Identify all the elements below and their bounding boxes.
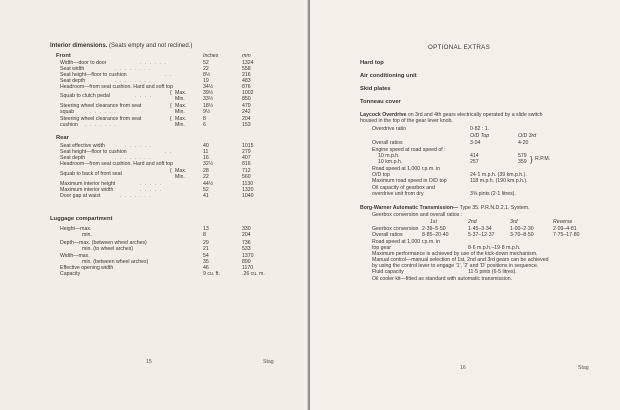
value-mm: 1370 xyxy=(242,253,254,259)
front-row-label: Seat depth xyxy=(60,78,86,84)
col-inches-header: Inches xyxy=(203,53,219,59)
optional-extras-title: OPTIONAL EXTRAS xyxy=(428,44,491,51)
front-row-inches: 8½ xyxy=(203,72,211,78)
col-od-top: O/D Top xyxy=(470,133,490,139)
squab-clutch-label: Squab to clutch pedal xyxy=(60,93,110,99)
min-label: Min. xyxy=(175,174,185,180)
luggage-width-label: Width—max. xyxy=(60,253,90,259)
col-3rd: 3rd xyxy=(510,219,518,225)
value-reverse: 7·75–17·80 xyxy=(553,232,580,238)
rear-heading: Rear xyxy=(56,135,69,141)
rear-row-label: Headroom—from seat cushion. Hard and soft top xyxy=(60,161,174,167)
value-od-3rd: 4·20 xyxy=(518,140,529,146)
value-mm: 470 xyxy=(242,103,251,109)
value-od-top: 257 xyxy=(470,159,479,165)
leader-dots: . . . . . . . . xyxy=(115,66,152,72)
auto-road-label: Road speed at 1,000 r.p.m. in xyxy=(372,239,441,245)
value-od-3rd: 579 xyxy=(518,153,527,159)
brace: { xyxy=(170,90,172,96)
value-inches: 39½ xyxy=(203,90,214,96)
value-mm: 850 xyxy=(242,96,251,102)
rear-row-mm: 1130 xyxy=(242,181,254,187)
value-inches: 46 xyxy=(203,265,209,271)
rear-row-mm: 407 xyxy=(242,155,251,161)
max-speed-value: 118 m.p.h. (190 km.p.h.). xyxy=(470,178,528,184)
leader-dots: . . . . . xyxy=(140,181,162,187)
road-speed-label: Road speed at 1,000 r.p.m. in xyxy=(372,166,441,172)
overdrive-heading: Laycock Overdrive on 3rd and 4th gears electrically operated by a slide switch xyxy=(360,112,543,118)
od-top-value: 24·1 m.p.h. (39 km.p.h.). xyxy=(470,172,527,178)
rear-row-inches: 16 xyxy=(203,155,209,161)
leader-dots: . . . . . . . xyxy=(120,193,152,199)
value-mm: 242 xyxy=(242,109,251,115)
leader-dots: . . . . . . . . xyxy=(115,155,152,161)
extra-item: Air conditioning unit xyxy=(360,73,417,79)
rear-row-mm: 279 xyxy=(242,149,251,155)
value-mm: 712 xyxy=(242,168,251,174)
value-inches: 6 xyxy=(203,122,206,128)
rear-row-mm: 1015 xyxy=(242,143,254,149)
steering-cushion-label: Steering wheel clearance from seat xyxy=(60,116,142,122)
squab-back-label: Squab to back of front seat xyxy=(60,171,123,177)
value-mm: 1002 xyxy=(242,90,254,96)
leader-dots: . . xyxy=(165,72,173,78)
oil-cooler-note: Oil cooler kit—fitted as standard with automatic transmission. xyxy=(372,276,513,282)
rear-row-label: Seat height—floor to cushion xyxy=(60,149,127,155)
value-mm: 330 xyxy=(242,226,251,232)
auto-note: Manual control—manual selection of 1st, 2nd and 3rd gears can be achieved xyxy=(372,257,549,263)
brace: { xyxy=(170,116,172,122)
front-row-mm: 876 xyxy=(242,84,251,90)
rear-row-inches: 52 xyxy=(203,187,209,193)
value-inches: 33½ xyxy=(203,96,214,102)
auto-heading: Borg-Warner Automatic Transmission— Type 35. P.R.N.D.2.1. System. xyxy=(360,205,530,211)
overall-label: Overall ratios xyxy=(372,232,403,238)
value-mm: 204 xyxy=(242,232,251,238)
value-1st: 2·39–5·50 xyxy=(422,226,446,232)
front-row-mm: 558 xyxy=(242,66,251,72)
col-reverse: Reverse xyxy=(553,219,573,225)
value-inches: 8 xyxy=(203,232,206,238)
auto-note: by using the control lever to engage '1', '2' and 'D' positions in sequence. xyxy=(372,263,539,269)
oil-capacity-label: overdrive unit from dry xyxy=(372,191,424,197)
rear-row-label: Maximum interior height xyxy=(60,181,116,187)
value-od-top: 414 xyxy=(470,153,479,159)
col-1st: 1st xyxy=(430,219,437,225)
page-number: 15 xyxy=(146,359,152,365)
rear-row-inches: 32½ xyxy=(203,161,214,167)
value-inches: 8 xyxy=(203,116,206,122)
value-inches: 35 xyxy=(203,259,209,265)
oil-capacity-value: 3⅝ pints (2·1 litres). xyxy=(470,191,516,197)
col-od-3rd: O/D 3rd xyxy=(518,133,537,139)
left-page xyxy=(0,0,308,410)
value-inches: 54 xyxy=(203,253,209,259)
max-label: Max. xyxy=(175,116,187,122)
value-mm: 204 xyxy=(242,116,251,122)
value-mm: 890 xyxy=(242,259,251,265)
front-row-mm: 1324 xyxy=(242,60,254,66)
value-2nd: 5·37–12·37 xyxy=(468,232,495,238)
fluid-capacity-value: 11·5 pints (6·5 litres). xyxy=(468,269,517,275)
luggage-height-min-label: min. xyxy=(82,232,92,238)
front-row-mm: 483 xyxy=(242,78,251,84)
front-row-label: Headroom—from seat cushion. Hard and soft top xyxy=(60,84,174,90)
engine-speed-label: Engine speed at road speed of : xyxy=(372,147,446,153)
value-3rd: 1·00–2·30 xyxy=(510,226,534,232)
value-inches: 9½ xyxy=(203,109,211,115)
auto-road-label: top gear xyxy=(372,245,392,251)
oil-capacity-label: Oil capacity of gearbox and xyxy=(372,185,435,191)
footer-name: Stag xyxy=(263,359,274,365)
rear-row-inches: 41 xyxy=(203,193,209,199)
footer-name: Stag xyxy=(578,365,589,371)
leader-dots: . . . . xyxy=(135,93,153,99)
right-page xyxy=(310,0,620,410)
steering-cushion-label: cushion xyxy=(60,122,78,128)
value-mm: 1170 xyxy=(242,265,254,271)
value-1st: 8·85–20·40 xyxy=(422,232,449,238)
od-top-label: O/D top xyxy=(372,172,390,178)
value-inches: 29 xyxy=(203,240,209,246)
value-mm: .26 cu. m. xyxy=(242,271,265,277)
mph-label: 10 m.p.h. xyxy=(378,153,400,159)
brace: { xyxy=(170,103,172,109)
leader-dots: . . . . . . . xyxy=(85,109,117,115)
front-row-inches: 19 xyxy=(203,78,209,84)
rear-row-label: Seat effective width xyxy=(60,143,105,149)
rear-row-label: Maximum interior width xyxy=(60,187,114,193)
value-od-top: 3·04 xyxy=(470,140,481,146)
rpm-label: R.P.M. xyxy=(535,156,551,162)
min-label: Min. xyxy=(175,96,185,102)
luggage-capacity-label: Capacity xyxy=(60,271,81,277)
front-heading: Front xyxy=(56,53,71,59)
luggage-height-label: Height—max. xyxy=(60,226,92,232)
rear-row-label: Seat depth xyxy=(60,155,86,161)
fluid-capacity-label: Fluid capacity xyxy=(372,269,404,275)
auto-note: Maximum performance is achieved by use of the kick-down mechanism. xyxy=(372,251,538,257)
leader-dots: . . . . . . . xyxy=(85,122,117,128)
conversion-label: Geerbox conversion xyxy=(372,226,419,232)
max-label: Max. xyxy=(175,168,187,174)
luggage-depth-label: Depth—max. (between wheel arches) xyxy=(60,240,147,246)
front-row-label: Seat height—floor to cushion xyxy=(60,72,127,78)
value-mm: 736 xyxy=(242,240,251,246)
value-inches: 18½ xyxy=(203,103,214,109)
front-row-inches: 34½ xyxy=(203,84,214,90)
auto-sub: Geerbox conversion and overall ratios : xyxy=(372,212,463,218)
front-row-label: Width—door to door xyxy=(60,60,107,66)
leader-dots: . . xyxy=(165,149,173,155)
min-label: Min. xyxy=(175,122,185,128)
value-mm: 533 xyxy=(242,246,251,252)
rear-row-label: Door gap at waist xyxy=(60,193,101,199)
leader-dots: . . . . . . xyxy=(140,60,167,66)
value-inches: 9 cu. ft. xyxy=(203,271,221,277)
value-inches: 13 xyxy=(203,226,209,232)
overdrive-ratio-value: 0·82 : 1. xyxy=(470,126,490,132)
front-row-inches: 22 xyxy=(203,66,209,72)
rear-row-inches: 40 xyxy=(203,143,209,149)
rear-row-mm: 1040 xyxy=(242,193,254,199)
leader-dots: . . . . . xyxy=(140,187,162,193)
overall-ratios-label: Overall ratios xyxy=(372,140,403,146)
luggage-width-min-label: min. (between wheel arches) xyxy=(82,259,149,265)
brace: { xyxy=(170,168,172,174)
overdrive-ratio-label: Overdrive ratio xyxy=(372,126,407,132)
rear-row-mm: 1320 xyxy=(242,187,254,193)
overdrive-heading-line2: housed in the top of the gear lever knob. xyxy=(360,118,453,124)
page-number: 16 xyxy=(460,365,466,371)
steering-squab-label: Steering wheel clearance from seat xyxy=(60,103,142,109)
luggage-depth-min-label: min. (to wheel arches) xyxy=(82,246,134,252)
front-row-mm: 216 xyxy=(242,72,251,78)
value-reverse: 2·09–4·81 xyxy=(553,226,577,232)
leader-dots: . . . . . . . . xyxy=(115,78,152,84)
luggage-heading: Luggage compartment xyxy=(50,216,113,222)
value-3rd: 3·70–8·50 xyxy=(510,232,534,238)
extra-item: Skid plates xyxy=(360,86,391,92)
steering-squab-label: squab xyxy=(60,109,75,115)
value-inches: 21 xyxy=(203,246,209,252)
value-2nd: 1·45–3·34 xyxy=(468,226,492,232)
value-od-3rd: 359 xyxy=(518,159,527,165)
kmh-label: 10 km.p.h. xyxy=(378,159,403,165)
luggage-opening-label: Effective opening width xyxy=(60,265,114,271)
col-mm-header: mm xyxy=(242,53,251,59)
value-inches: 28 xyxy=(203,168,209,174)
rear-row-mm: 816 xyxy=(242,161,251,167)
col-2nd: 2nd xyxy=(468,219,477,225)
rear-row-inches: 44½ xyxy=(203,181,214,187)
value-inches: 22 xyxy=(203,174,209,180)
auto-road-value: 8·6 m.p.h.–19·8 m.p.h. xyxy=(468,245,521,251)
value-mm: 560 xyxy=(242,174,251,180)
leader-dots: . . . . . . xyxy=(125,143,152,149)
rear-row-inches: 11 xyxy=(203,149,209,155)
interior-dimensions-title: Interior dimensions. (Seats empty and not reclined.) xyxy=(50,43,193,49)
extra-item: Hard top xyxy=(360,60,384,66)
front-row-inches: 52 xyxy=(203,60,209,66)
max-label: Max. xyxy=(175,103,187,109)
value-mm: 153 xyxy=(242,122,251,128)
max-label: Max. xyxy=(175,90,187,96)
front-row-label: Seat width xyxy=(60,66,85,72)
brace: } xyxy=(530,155,533,164)
min-label: Min. xyxy=(175,109,185,115)
extra-item: Tonneau cover xyxy=(360,99,401,105)
max-speed-label: Maximum road speed in O/D top xyxy=(372,178,447,184)
